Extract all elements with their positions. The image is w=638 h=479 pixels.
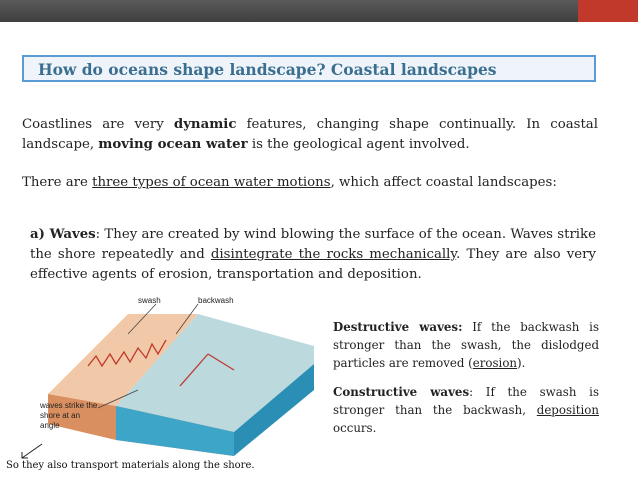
- pointer-arrow-icon: [16, 442, 46, 462]
- text: : If the swash is stronger than the backwash,: [333, 385, 600, 417]
- bold-moving-water: moving ocean water: [98, 137, 248, 152]
- underlined-disintegrate: disintegrate the rocks mechanically: [210, 247, 457, 262]
- bold-destructive: Destructive waves:: [333, 320, 463, 334]
- underlined-motions: three types of ocean water motions: [92, 175, 331, 190]
- strike-label-2: shore at an: [40, 411, 81, 420]
- strike-label-3: angle: [40, 421, 60, 430]
- text: is the geological agent involved.: [247, 137, 470, 152]
- text: There are: [22, 175, 93, 190]
- strike-label-1: waves strike the: [40, 401, 98, 410]
- text: If the backwash is stronger than the swash, the dislodged particles are removed (: [333, 320, 600, 370]
- wave-diagram: [38, 294, 316, 460]
- text: , which affect coastal landscapes:: [330, 175, 557, 190]
- backwash-label: backwash: [198, 296, 234, 305]
- text: . They are also very effective agents of erosion, transportation and deposition.: [30, 247, 597, 282]
- swash-label: swash: [138, 296, 161, 305]
- text: Coastlines are very: [22, 117, 174, 132]
- top-bar-accent: [578, 0, 638, 22]
- destructive-waves-text: [333, 318, 599, 372]
- underlined-deposition: deposition: [536, 403, 599, 417]
- text: : They are created by wind blowing the surface of the ocean. Waves strike the shore repeatedly and: [30, 227, 596, 262]
- bold-dynamic: dynamic: [173, 117, 237, 132]
- constructive-waves-text: [333, 383, 599, 437]
- text: features, changing shape continually. In coastal landscape,: [22, 117, 598, 152]
- footer-note: So they also transport materials along the shore.: [6, 460, 255, 471]
- intro-paragraph: [22, 115, 598, 155]
- underlined-erosion: erosion: [472, 356, 518, 370]
- motions-paragraph: [22, 173, 598, 193]
- text: ).: [517, 356, 526, 370]
- waves-paragraph: [30, 225, 596, 285]
- page-title: How do oceans shape landscape? Coastal landscapes: [38, 60, 497, 79]
- top-bar: [0, 0, 638, 22]
- text: occurs.: [333, 421, 377, 435]
- bold-constructive: Constructive waves: [333, 385, 470, 399]
- title-box: [22, 55, 596, 82]
- bold-waves: a) Waves: [30, 227, 96, 242]
